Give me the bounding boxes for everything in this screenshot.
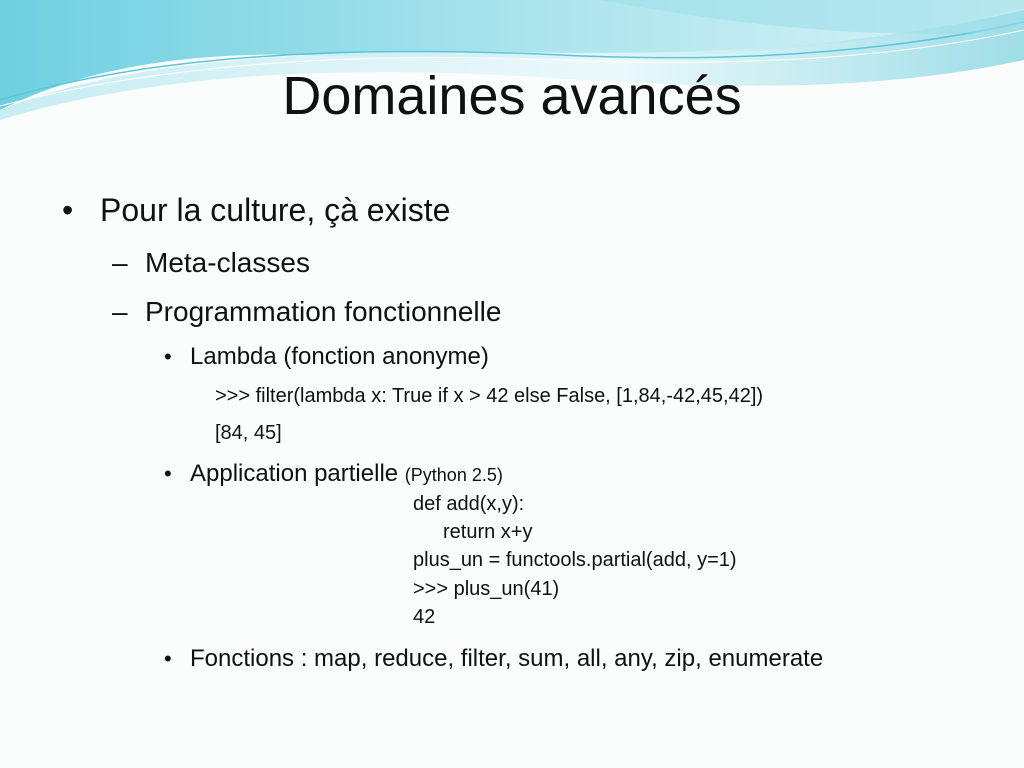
bullet-dot: •	[164, 461, 172, 486]
bullet-dot: •	[164, 646, 172, 671]
code-def-add: def add(x,y):	[413, 493, 525, 515]
bullet-culture: Pour la culture, çà existe	[100, 192, 451, 228]
item-partial	[190, 459, 503, 490]
bullet-dot: •	[164, 344, 172, 369]
code-plus-un-result: 42	[413, 606, 436, 628]
code-filter-call: >>> filter(lambda x: True if x > 42 else False, [1,84,-42,45,42])	[215, 385, 764, 407]
code-return: return x+y	[443, 521, 533, 543]
slide-title: Domaines avancés	[282, 66, 742, 126]
bullet-dot: •	[62, 192, 74, 228]
item-functions: Fonctions : map, reduce, filter, sum, all, any, zip, enumerate	[190, 645, 824, 672]
dash-marker: –	[112, 296, 128, 327]
item-lambda: Lambda (fonction anonyme)	[190, 343, 489, 370]
sub-bullet-meta-classes: Meta-classes	[145, 247, 310, 278]
sub-bullet-programmation: Programmation fonctionnelle	[145, 296, 502, 327]
dash-marker: –	[112, 247, 128, 278]
code-partial-assign: plus_un = functools.partial(add, y=1)	[413, 549, 737, 571]
code-plus-un-call: >>> plus_un(41)	[413, 578, 560, 600]
code-filter-result: [84, 45]	[215, 422, 282, 444]
partial-label: Application partielle	[190, 460, 399, 487]
partial-note: (Python 2.5)	[404, 465, 503, 485]
